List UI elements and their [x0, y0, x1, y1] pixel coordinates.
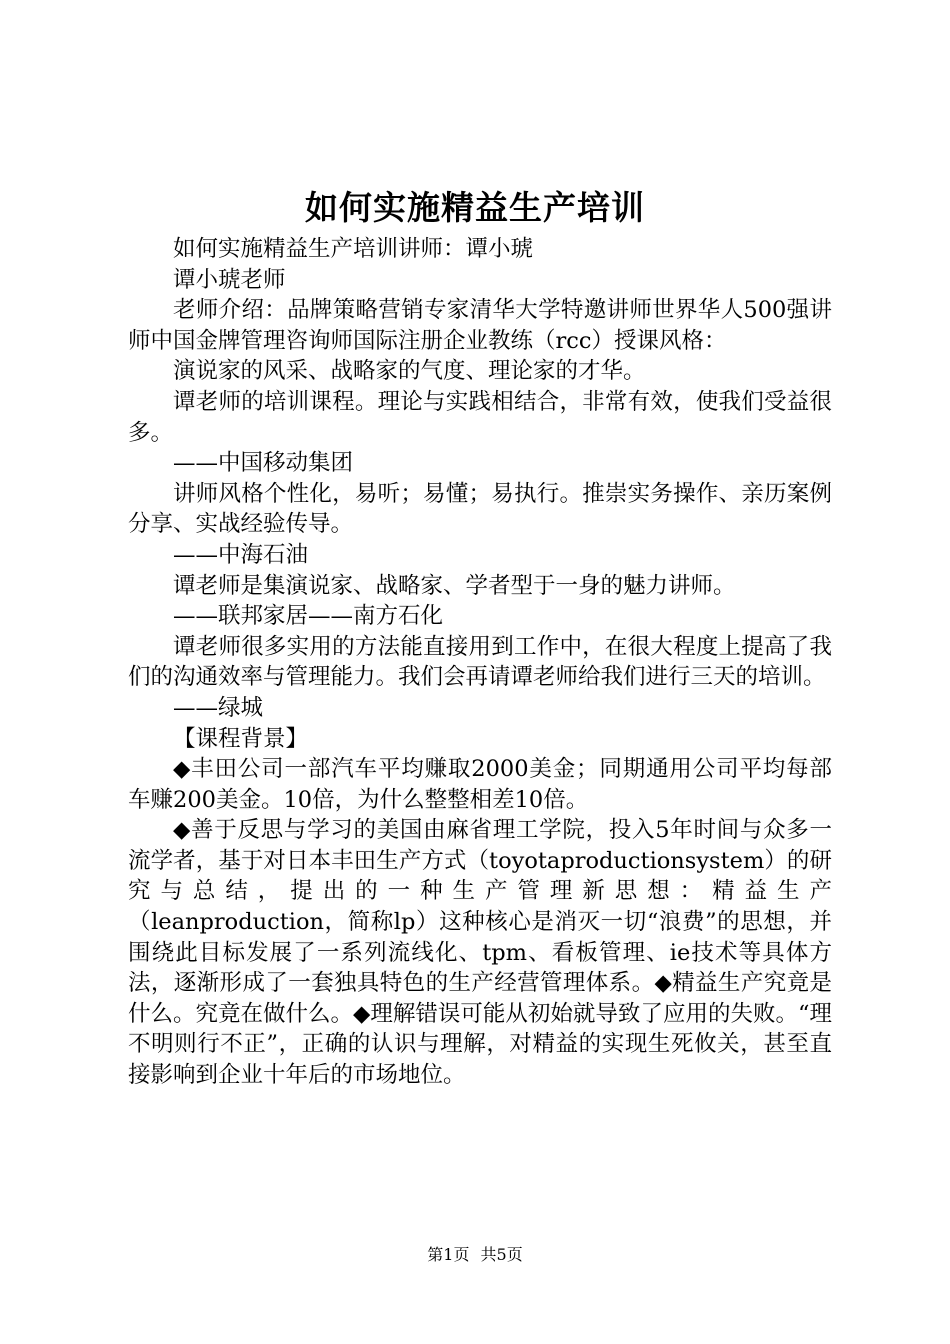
paragraph: ——中海石油 — [173, 541, 309, 568]
section-heading: 【课程背景】 — [173, 725, 309, 752]
paragraph: ◆善于反思与学习的美国由麻省理工学院，投入5年时间与众多一流学者，基于对日本丰田生产方式（toyotaproductionsystem）的研究与总结，提出的一种生产管理新思想：精益生产（leanproduction，简称lp）这种核心是消灭一切“浪费”的思想，并围绕此目标发展了一系列流线化、tpm、看板管理、ie技术等具体方法，逐渐形成了一套独具特色的生产经营管理体系。◆精益生产究竟是什么。究竟在做什么。◆理解错误可能从初始就导致了应用的失败。“理不明则行不正”，正确的认识与理解，对精益的实现生死攸关，甚至直接影响到企业十年后的市场地位。 — [128, 817, 832, 1089]
paragraph: 谭老师的培训课程。理论与实践相结合，非常有效，使我们受益很多。 — [128, 388, 832, 446]
document-title: 如何实施精益生产培训 — [305, 188, 645, 227]
paragraph: 谭小琥老师 — [173, 266, 286, 293]
paragraph: ——中国移动集团 — [173, 450, 354, 477]
paragraph: ◆丰田公司一部汽车平均赚取2000美金；同期通用公司平均每部车赚200美金。10倍，为什么整整相差10倍。 — [128, 756, 832, 813]
paragraph: 演说家的风采、战略家的气度、理论家的才华。 — [173, 358, 646, 385]
paragraph: ——联邦家居——南方石化 — [173, 603, 444, 630]
paragraph: 讲师风格个性化，易听；易懂；易执行。推崇实务操作、亲历案例分享、实战经验传导。 — [128, 480, 832, 538]
page-footer: 第1页 共5页 — [427, 1245, 523, 1264]
paragraph: 谭老师很多实用的方法能直接用到工作中，在很大程度上提高了我们的沟通效率与管理能力。我们会再请谭老师给我们进行三天的培训。 — [128, 633, 832, 691]
paragraph: 谭老师是集演说家、战略家、学者型于一身的魅力讲师。 — [173, 572, 736, 599]
document-body — [128, 234, 832, 1091]
paragraph: ——绿城 — [173, 694, 264, 721]
paragraph: 如何实施精益生产培训讲师：谭小琥 — [173, 236, 534, 262]
paragraph: 老师介绍：品牌策略营销专家清华大学特邀讲师世界华人500强讲师中国金牌管理咨询师国际注册企业教练（rcc）授课风格： — [128, 297, 832, 354]
